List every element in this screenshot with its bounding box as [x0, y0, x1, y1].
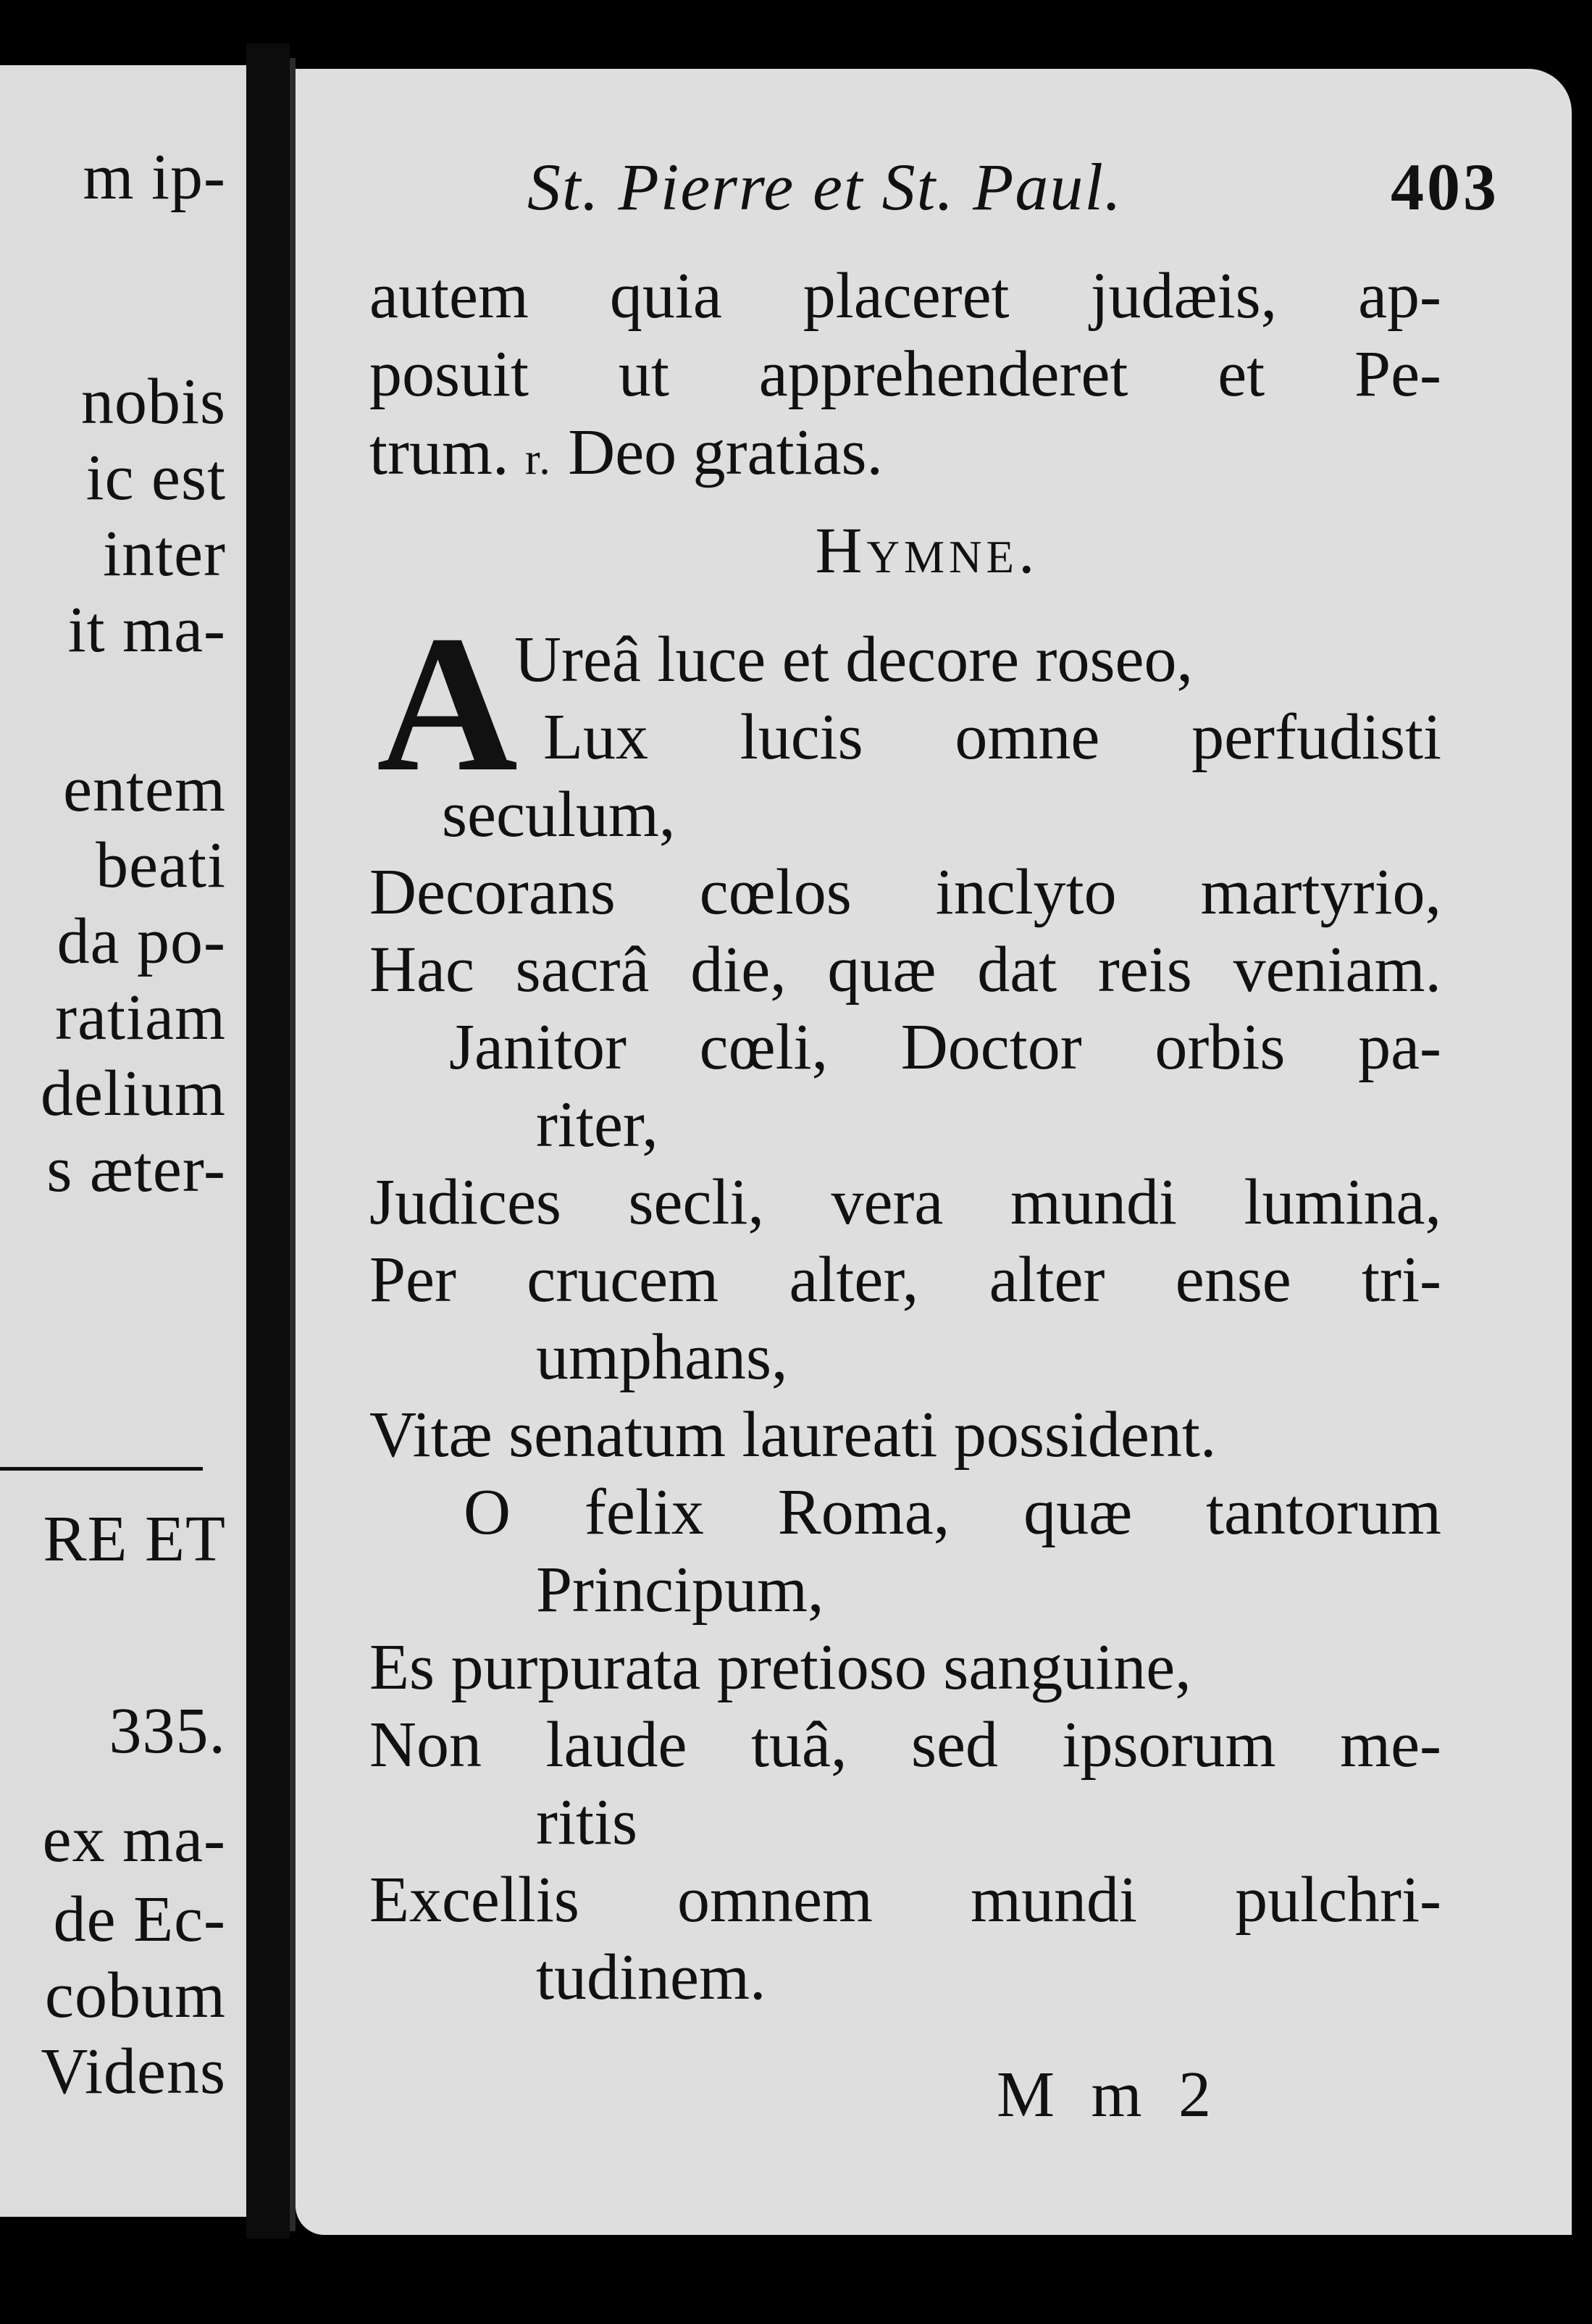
running-title: St. Pierre et St. Paul.	[527, 150, 1123, 224]
book-gutter	[246, 43, 290, 2239]
left-line: ex ma-	[42, 1804, 226, 1876]
verse-line: Es purpurata pretioso sanguine,	[369, 1631, 1191, 1703]
verse-line: Vitæ senatum laureati possident.	[369, 1399, 1217, 1471]
page-number: 403	[1391, 150, 1499, 224]
prose-text: Deo gratias.	[551, 417, 884, 488]
left-line: cobum	[45, 1960, 226, 2031]
left-line: m ip-	[83, 141, 226, 213]
prose-line: posuit ut apprehenderet et Pe-	[369, 338, 1441, 410]
verse-line: Non laude tuâ, sed ipsorum me-	[369, 1709, 1441, 1781]
verse-line: Ureâ luce et decore roseo,	[514, 624, 1193, 695]
signature-mark: M m 2	[997, 2059, 1222, 2131]
prose-line	[369, 414, 1441, 492]
left-line: RE ET	[43, 1503, 226, 1575]
previous-page-fragment	[0, 65, 246, 2217]
left-line: nobis	[80, 366, 226, 438]
verse-line: ritis	[536, 1786, 638, 1858]
left-line: beati	[96, 829, 226, 901]
left-line: it ma-	[67, 594, 226, 666]
left-line: de Ec-	[53, 1884, 226, 1955]
left-line: Videns	[41, 2036, 226, 2107]
verse-line: Excellis omnem mundi pulchri-	[369, 1864, 1441, 1936]
prose-text: trum.	[369, 417, 525, 488]
left-line: inter	[103, 518, 226, 590]
page-body	[369, 257, 1441, 2016]
verse-line: Judices secli, vera mundi lumina,	[369, 1166, 1441, 1238]
left-line: s æter-	[46, 1134, 226, 1205]
left-line: ic est	[85, 442, 226, 514]
book-page	[296, 69, 1572, 2235]
verse-line: seculum,	[442, 779, 676, 850]
left-line: delium	[41, 1058, 226, 1129]
verse-line: Per crucem alter, alter ense tri-	[369, 1244, 1441, 1316]
left-line: entem	[63, 753, 226, 825]
hymn-verses	[369, 595, 1441, 2016]
prose-line: autem quia placeret judæis, ap-	[369, 260, 1441, 332]
hymn-heading: Hymne.	[815, 515, 1039, 587]
verse-line: tudinem.	[536, 1941, 766, 2013]
verse-line: O felix Roma, quæ tantorum	[464, 1476, 1441, 1548]
verse-line: umphans,	[536, 1321, 788, 1393]
left-line: ratiam	[55, 982, 226, 1053]
response-mark: r.	[524, 435, 552, 484]
left-line: da po-	[56, 906, 226, 977]
verse-line: riter,	[536, 1089, 658, 1161]
left-line: 335.	[109, 1695, 226, 1767]
page-edge	[290, 58, 296, 2231]
drop-cap: A	[377, 595, 518, 812]
verse-line: Principum,	[536, 1554, 824, 1626]
verse-line: Decorans cœlos inclyto martyrio,	[369, 856, 1441, 928]
verse-line: Hac sacrâ die, quæ dat reis veniam.	[369, 934, 1441, 1006]
verse-line: Janitor cœli, Doctor orbis pa-	[449, 1011, 1441, 1083]
verse-line: Lux lucis omne perfudisti	[543, 701, 1441, 773]
section-divider	[0, 1467, 203, 1471]
page-header	[527, 149, 1499, 228]
